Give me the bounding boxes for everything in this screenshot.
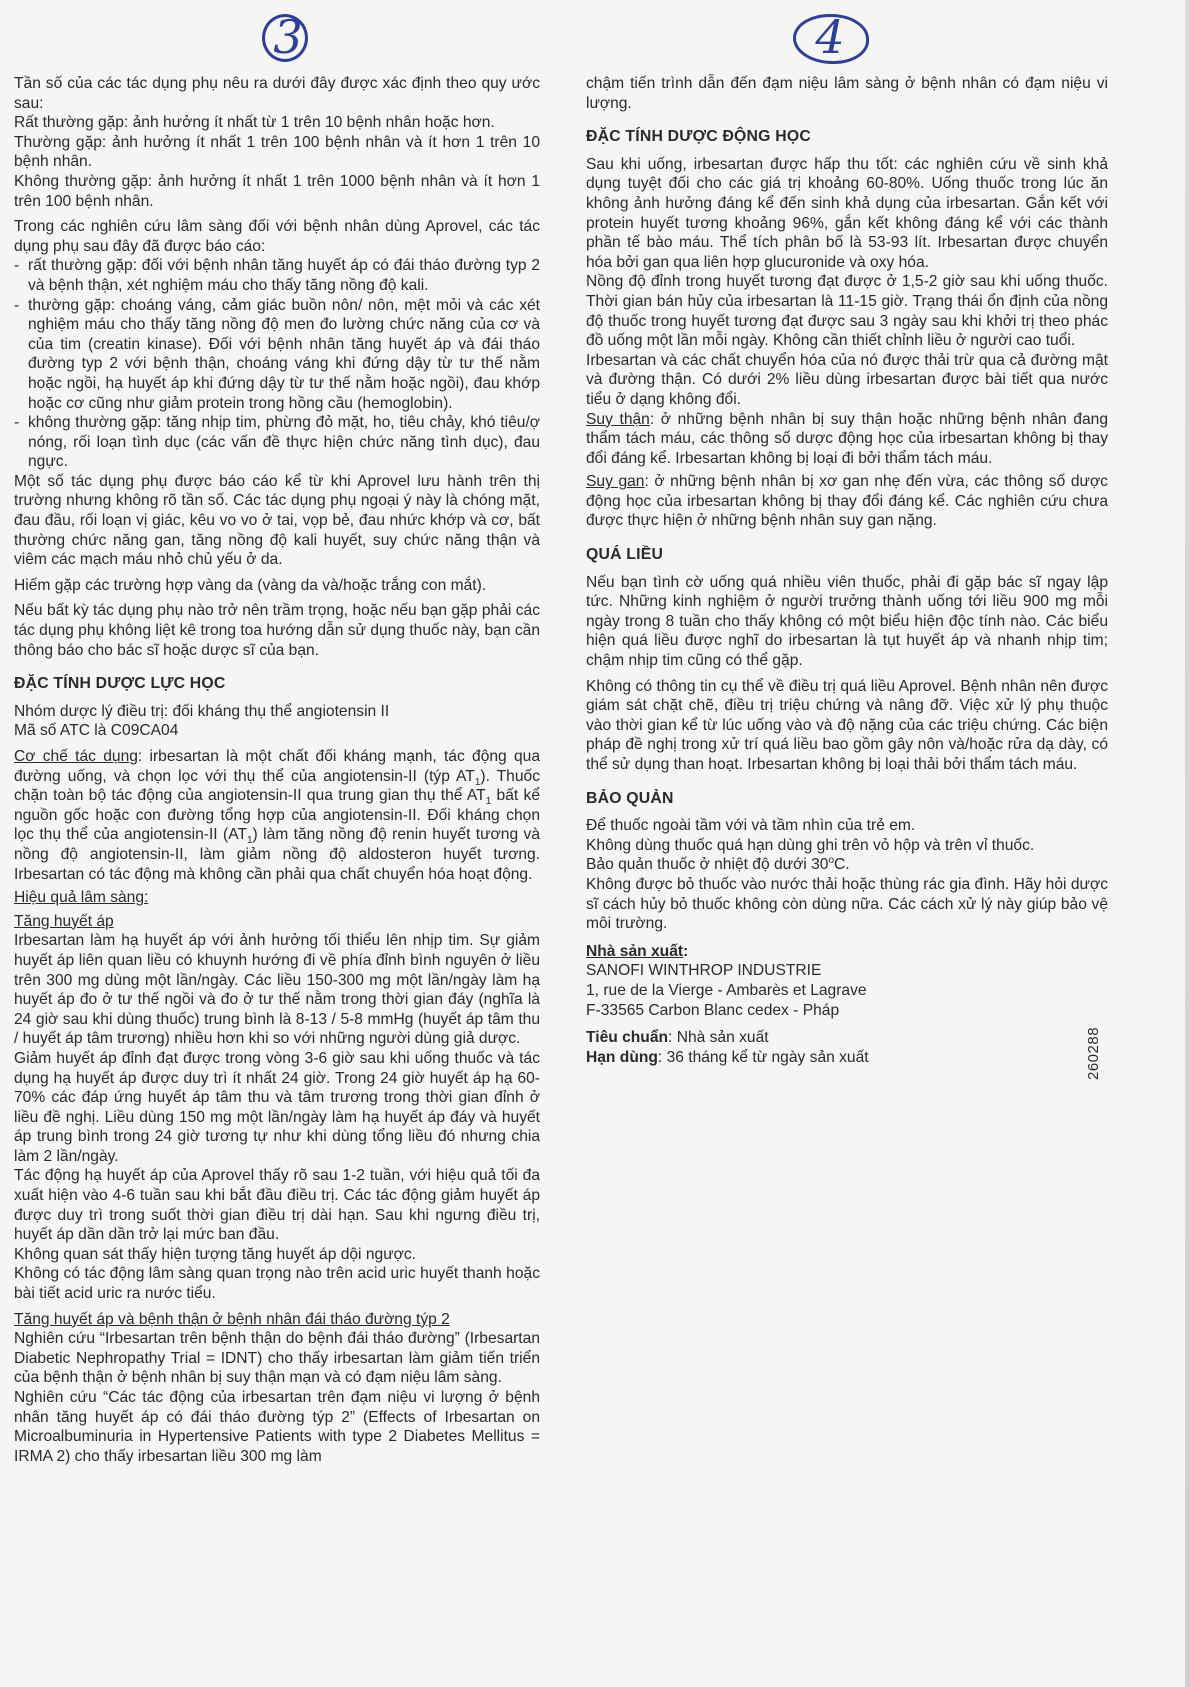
manufacturer-address-1: 1, rue de la Vierge - Ambarès et Lagrave xyxy=(586,981,867,999)
section-heading-pharmacodynamics: ĐẶC TÍNH DƯỢC LỰC HỌC xyxy=(14,675,226,693)
frequency-common: Thường gặp: ảnh hưởng ít nhất 1 trên 100 bệnh nhân và ít hơn 1 trên 10 bệnh nhân. xyxy=(14,133,540,171)
manufacturer-label: Nhà sản xuất: xyxy=(586,942,689,960)
overdose-paragraph-1: Nếu bạn tình cờ uống quá nhiều viên thuốc, phải đi gặp bác sĩ ngay lập tức. Những kinh nghiệm ở người trưởng thành uống tới liều 900 mg mỗi ngày trong 8 tuần cho thấy không có một biểu hiện độc tính nào. Các biểu hiện quá liều được nghĩ do irbesartan là tụt huyết áp và nhanh nhịp tim; chậm nhịp tim cũng có thể gặp. xyxy=(586,573,1108,670)
report-paragraph: Nếu bất kỳ tác dụng phụ nào trở nên trầm trọng, hoặc nếu bạn gặp phải các tác dụng phụ không liệt kê trong toa hướng dẫn sử dụng thuốc này, bạn cần thông báo cho bác sĩ hoặc dược sĩ của bạn. xyxy=(14,602,540,659)
hypertension-paragraph-3: Tác động hạ huyết áp của Aprovel thấy rõ sau 1-2 tuần, với hiệu quả tối đa xuất hiện vào 4-6 tuần sau khi bắt đầu điều trị. Các tác động giảm huyết áp được duy trì trong suốt thời gian điều trị dài hạn. Sau khi ngưng điều trị, huyết áp dần dần trở lại mức ban đầu. xyxy=(14,1167,540,1244)
clinical-studies-intro: Trong các nghiên cứu lâm sàng đối với bệnh nhân dùng Aprovel, các tác dụng phụ sau đây đã được báo cáo: xyxy=(14,218,540,255)
pharmacologic-group: Nhóm dược lý điều trị: đối kháng thụ thể angiotensin II xyxy=(14,702,390,720)
atc-code: Mã số ATC là C09CA04 xyxy=(14,722,179,740)
expiry-line: Hạn dùng: 36 tháng kể từ ngày sản xuất xyxy=(586,1048,869,1066)
hypertension-label: Tăng huyết áp xyxy=(14,912,114,930)
disposal-paragraph: Không được bỏ thuốc vào nước thải hoặc thùng rác gia đình. Hãy hỏi dược sĩ cách hủy bỏ thuốc không còn dùng nữa. Các cách xử lý này giúp bảo vệ môi trường. xyxy=(586,875,1108,933)
continued-paragraph: chậm tiến trình dẫn đến đạm niệu lâm sàng ở bệnh nhân có đạm niệu vi lượng. xyxy=(586,75,1108,112)
manufacturer-address-2: F-33565 Carbon Blanc cedex - Pháp xyxy=(586,1001,840,1019)
section-heading-storage: BẢO QUẢN xyxy=(586,789,674,807)
manufacturer-name: SANOFI WINTHROP INDUSTRIE xyxy=(586,962,822,980)
frequency-uncommon: Không thường gặp: ảnh hưởng ít nhất 1 trên 1000 bệnh nhân và ít hơn 1 trên 100 bệnh nhân. xyxy=(14,172,540,210)
absorption-paragraph: Sau khi uống, irbesartan được hấp thu tốt: các nghiên cứu về sinh khả dụng tuyệt đối cho các giá trị khoảng 60-80%. Uống thuốc trong lúc ăn không ảnh hưởng đáng kể đến sinh khả dụng của irbesartan. Gắn kết với protein huyết tương khoảng 96%, gắn kết không đáng kể với các thành phần tế bào máu. Thể tích phân bố là 53-93 lít. Irbesartan được chuyển hóa bởi gan qua liên hợp glucuronide và oxy hóa. xyxy=(586,155,1108,271)
peak-concentration-paragraph: Nồng độ đỉnh trong huyết tương đạt được ở 1,5-2 giờ sau khi uống thuốc. Thời gian bán hủy của irbesartan là 11-15 giờ. Trạng thái ổn định của nồng độ thuốc trong huyết tương đạt được sau 3 ngày sau khi khởi trị theo phác đồ uống một lần mỗi ngày. Không cần thiết chỉnh liều ở người cao tuổi. xyxy=(586,273,1108,350)
list-item: - rất thường gặp: đối với bệnh nhân tăng huyết áp có đái tháo đường typ 2 và bệnh thận, xét nghiệm máu cho thấy tăng nồng độ kali. xyxy=(14,257,540,294)
hypertension-paragraph-2: Giảm huyết áp đỉnh đạt được trong vòng 3-6 giờ sau khi uống thuốc và tác dụng hạ huyết áp được duy trì ít nhất 24 giờ. Trong 24 giờ huyết áp hạ 60-70% các đáp ứng huyết áp tâm thu và tâm trương trong thời gian đỉnh ở liều đề nghị. Liều dùng 150 mg một lần/ngày làm hạ huyết áp đáy và huyết áp trung bình trong 24 giờ tương tự như khi dùng tổng liều đó nhưng chia làm 2 lần/ngày. xyxy=(14,1049,540,1165)
idnt-paragraph: Nghiên cứu “Irbesartan trên bệnh thận do bệnh đái tháo đường” (Irbesartan Diabetic Nephropathy Trial = IDNT) cho thấy irbesartan làm giảm tiến triển của bệnh thận ở bệnh nhân bị suy thận mạn và có đạm niệu lâm sàng. xyxy=(14,1330,540,1387)
clinical-efficacy-label: Hiệu quả lâm sàng: xyxy=(14,889,149,907)
page-number-left: 3 xyxy=(273,10,303,64)
list-item: - thường gặp: choáng váng, cảm giác buồn nôn/ nôn, mệt mỏi và các xét nghiệm máu cho thấy tăng nồng độ men đo lường chức năng của cơ và của tim (creatin kinase). Đối với bệnh nhân tăng huyết áp và đái tháo đường typ 2 với bệnh thận, choáng váng khi đứng dậy từ tư thế nằm hoặc ngồi, hạ huyết áp khi đứng dậy từ tư thế nằm hoặc ngồi), đau khớp hoặc cơ cũng như giảm protein trong hồng cầu (hemoglobin). xyxy=(14,296,540,412)
uric-acid-paragraph: Không có tác động lâm sàng quan trọng nào trên acid uric huyết thanh hoặc bài tiết acid uric ra nước tiểu. xyxy=(14,1265,540,1303)
page-number-right: 4 xyxy=(815,10,845,64)
hypertension-paragraph-1: Irbesartan làm hạ huyết áp với ảnh hưởng tối thiểu lên nhịp tim. Sự giảm huyết áp liên quan liều có khuynh hướng đi về phía đỉnh bình nguyên ở liều trên 300 mg dùng một lần/ngày. Các liều 150-300 mg một lần/ngày làm hạ huyết áp đo ở tư thế ngồi và đo ở tư thế nằm trong thời gian đáy (nghĩa là 24 giờ sau khi dùng thuốc) trung bình là 8-13 / 5-8 mmHg (huyết áp tâm thu / huyết áp tâm trương) nhiều hơn khi so với những người dùng giả dược. xyxy=(14,932,540,1048)
no-rebound-paragraph: Không quan sát thấy hiện tượng tăng huyết áp dội ngược. xyxy=(14,1245,416,1263)
frequency-very-common: Rất thường gặp: ảnh hưởng ít nhất từ 1 trên 10 bệnh nhân hoặc hơn. xyxy=(14,114,495,132)
hepatic-impairment-paragraph: Suy gan: ở những bệnh nhân bị xơ gan nhẹ đến vừa, các thông số dược động học của irbesartan không bị thay đổi đáng kể. Các nghiên cứu chưa được thực hiện ở những bệnh nhân suy gan nặng. xyxy=(586,473,1108,530)
overdose-paragraph-2: Không có thông tin cụ thể về điều trị quá liều Aprovel. Bệnh nhân nên được giám sát chặt chẽ, điều trị triệu chứng và nâng đỡ. Việc xử lý phụ thuộc vào thời gian kể từ lúc uống vào và độ nặng của các triệu chứng. Các biện pháp đề nghị trong xử trí quá liều bao gồm gây nôn và/hoặc rửa dạ dày, có thể sử dụng than hoạt. Irbesartan không bị loại thải bởi thẩm tách máu. xyxy=(586,677,1108,773)
irma2-paragraph: Nghiên cứu “Các tác động của irbesartan trên đạm niệu vi lượng ở bệnh nhân tăng huyết áp có đái tháo đường týp 2” (Effects of Irbesartan on Microalbuminuria in Hypertensive Patients with type 2 Diabetes Mellitus = IRMA 2) cho thấy irbesartan liều 300 mg làm xyxy=(14,1389,540,1465)
storage-line-1: Để thuốc ngoài tầm với và tầm nhìn của trẻ em. xyxy=(586,817,916,835)
storage-line-2: Không dùng thuốc quá hạn dùng ghi trên vỏ hộp và trên vỉ thuốc. xyxy=(586,836,1035,854)
list-item: - không thường gặp: tăng nhịp tim, phừng đỏ mặt, ho, tiêu chảy, khó tiêu/ợ nóng, rối loạn tình dục (các vấn đề thực hiện chức năng tình dục), đau ngực. xyxy=(14,414,540,471)
document-code: 260288 xyxy=(1085,1026,1102,1080)
jaundice-paragraph: Hiếm gặp các trường hợp vàng da (vàng da và/hoặc trắng con mắt). xyxy=(14,576,487,594)
section-heading-pharmacokinetics: ĐẶC TÍNH DƯỢC ĐỘNG HỌC xyxy=(586,128,811,146)
page-edge xyxy=(1185,0,1189,1687)
frequency-intro: Tần số của các tác dụng phụ nêu ra dưới đây được xác định theo quy ước sau: xyxy=(14,75,540,112)
post-marketing-paragraph: Một số tác dụng phụ được báo cáo kể từ khi Aprovel lưu hành trên thị trường nhưng không rõ tần số. Các tác dụng phụ ngoại ý này là chóng mặt, đau đầu, rối loạn vị giác, kêu vo vo ở tai, vọp bẻ, đau nhức khớp và cơ, bất thường chức năng gan, tăng nồng độ kali huyết, suy chức năng thận và viêm các mạch máu nhỏ chủ yếu ở da. xyxy=(14,472,540,569)
renal-impairment-paragraph: Suy thận: ở những bệnh nhân bị suy thận hoặc những bệnh nhân đang thẩm tách máu, các thông số dược động học của irbesartan không bị thay đổi đáng kể. Irbesartan không bị loại đi bởi thẩm tách máu. xyxy=(586,410,1108,467)
section-heading-overdose: QUÁ LIỀU xyxy=(586,546,664,564)
hypertension-nephropathy-label: Tăng huyết áp và bệnh thận ở bệnh nhân đái tháo đường týp 2 xyxy=(14,1310,450,1328)
standard-line: Tiêu chuẩn: Nhà sản xuất xyxy=(586,1029,769,1047)
left-column xyxy=(14,74,540,1466)
elimination-paragraph: Irbesartan và các chất chuyển hóa của nó được thải trừ qua cả đường mật và đường thận. Có dưới 2% liều dùng irbesartan được bài tiết qua nước tiểu ở dạng không đổi. xyxy=(586,351,1108,408)
right-column xyxy=(586,74,1108,1067)
storage-temperature: Bảo quản thuốc ở nhiệt độ dưới 30$^o$C. xyxy=(586,855,850,874)
mechanism-paragraph: Cơ chế tác dụng: irbesartan là một chất đối kháng mạnh, tác động qua đường uống, và chọn lọc với thụ thể của angiotensin-II (týp $AT_1$). Thuốc chặn toàn bộ tác động của angiotensin-II qua trung gian thụ thể $AT_1$ bất kể nguồn gốc hoặc con đường tổng hợp của angiotensin-II. Đối kháng chọn lọc thụ thể của angiotensin-II $(AT_1)$ làm tăng nồng độ renin huyết tương và nồng độ angiotensin-II, làm giảm nồng độ aldosteron huyết tương. Irbesartan có tác động mà không cần phải qua chất chuyển hóa hoạt động. xyxy=(14,748,540,883)
